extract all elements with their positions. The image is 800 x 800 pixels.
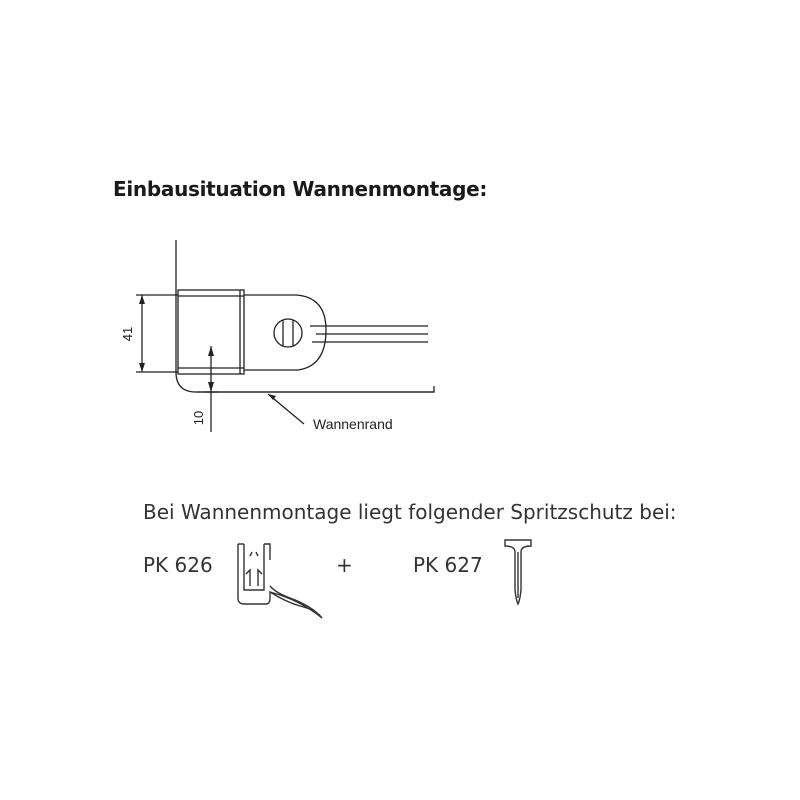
- t-profile-seal-icon: [505, 540, 531, 604]
- tub-rim: [176, 372, 434, 392]
- part-label-pk626: PK 626: [143, 553, 213, 577]
- hinge-tab: [244, 295, 326, 370]
- plus-sign: +: [336, 553, 353, 577]
- part-label-pk627: PK 627: [413, 553, 483, 577]
- hinge-hole: [274, 319, 302, 347]
- dimension-41-label: 41: [120, 326, 135, 342]
- accessory-note: Bei Wannenmontage liegt folgender Spritzschutz bei:: [143, 500, 677, 524]
- dimension-41-arrow-bottom: [139, 363, 145, 372]
- dimension-41-arrow-top: [139, 295, 145, 304]
- u-profile-seal-with-lip-icon: [238, 544, 322, 618]
- dimension-10-label: 10: [191, 410, 206, 426]
- page-title: Einbausituation Wannenmontage:: [113, 177, 488, 201]
- rim-label: Wannenrand: [313, 416, 393, 432]
